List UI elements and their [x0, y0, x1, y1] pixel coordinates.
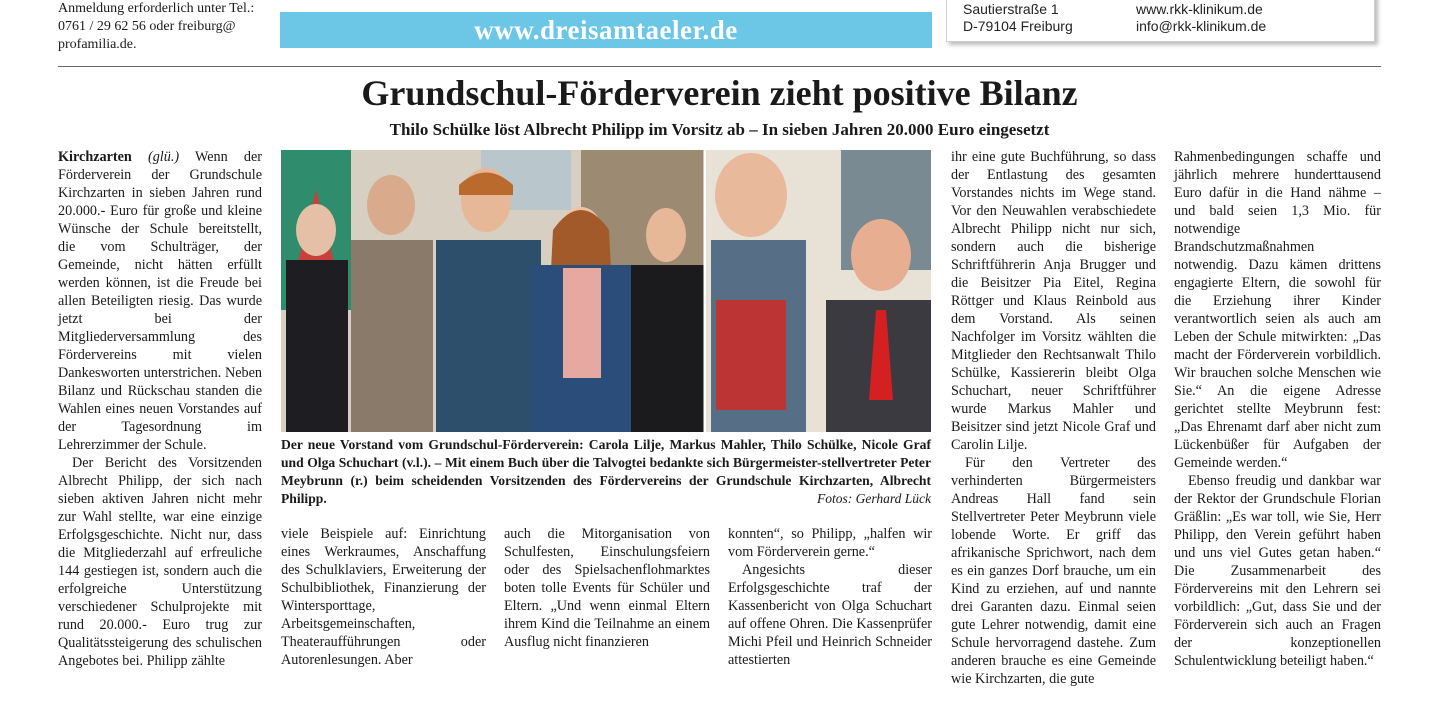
ad-city: D-79104 Freiburg [963, 18, 1073, 34]
article-column-6 [1174, 148, 1381, 670]
body-paragraph: konnten“, so Philipp, „halfen wir vom Förderverein gerne.“ [728, 526, 932, 560]
article-column-1 [58, 148, 262, 670]
website-banner[interactable]: www.dreisamtaeler.de [280, 12, 932, 48]
article-column-3 [504, 525, 710, 651]
top-left-notice: Anmeldung erforderlich unter Tel.: 0761 / 29 62 56 oder freiburg@ profamilia.de. [58, 1, 255, 52]
article-photo [281, 150, 931, 432]
ad-address [963, 1, 1073, 35]
article-subheadline: Thilo Schülke löst Albrecht Philipp im Vorsitz ab – In sieben Jahren 20.000 Euro eingesetzt [389, 120, 1050, 139]
lead-paragraph [58, 148, 262, 454]
dateline-author: (glü.) [147, 149, 180, 165]
top-rule [58, 66, 1381, 67]
body-paragraph: ihr eine gute Buchführung, so dass der Entlastung des gesamten Vorstandes nichts im Wege stand. Vor den Neuwahlen verabschiedete Albrecht Philipp nicht nur sich, sondern auch die bisherige Schriftführerin Anja Brugger und die Beisitzer Pia Eitel, Regina Röttger und Klaus Reinbold aus dem Vorstand. Als seinen Nachfolger im Vorsitz wählten die Mitglieder den Rechtsanwalt Thilo Schülke, Kassiererin bleibt Olga Schuchart, neuer Schriftführer wurde Markus Mahler und Beisitzer sind jetzt Nicole Graf und Carolin Lilje. [951, 149, 1156, 453]
lead-text: Wenn der Förderverein der Grundschule Kirchzarten in sieben Jahren rund 20.000.- Euro für große und kleine Wünsche der Schule bereitstellt, die vom Schulträger, der Gemeinde, nicht hätten erfüllt werden können, ist die Freude bei allen Beteiligten riesig. Das wurde jetzt bei der Mitgliederversammlung des Fördervereins mit vielen Dankesworten unterstrichen. Neben Bilanz und Rückschau standen die Wahlen eines neuen Vorstandes auf der Tagesordnung im Lehrerzimmer der Schule. [58, 149, 262, 453]
article-column-2 [281, 525, 486, 669]
body-paragraph: Ebenso freudig und dankbar war der Rektor der Grundschule Florian Gräßlin: „Es war toll, wie Sie, Herr Philipp, den Verein geführt haben und uns viel Gutes getan haben.“ Die Zusammenarbeit des Fördervereins mit den Lehrern sei vorbildlich: „Gut, dass Sie und der Förderverein sich auch an Fragen der konzeptionellen Schulentwicklung beteiligt haben.“ [1174, 473, 1381, 669]
body-paragraph: auch die Mitorganisation von Schulfesten, Einschulungsfeiern oder des Spielsachenflohmarktes boten tolle Events für Schüler und Eltern. „Und wenn einmal Eltern ihrem Kind die Teilnahme an einem Ausflug nicht finanzieren [504, 526, 710, 650]
clinic-ad-box [946, 0, 1375, 42]
ad-street: Sautierstraße 1 [963, 1, 1059, 17]
dateline-place: Kirchzarten [58, 149, 132, 165]
group-photo-illustration [281, 150, 931, 432]
ad-web-link[interactable]: www.rkk-klinikum.de [1136, 1, 1263, 17]
ad-email-link[interactable]: info@rkk-klinikum.de [1136, 18, 1267, 34]
body-paragraph: viele Beispiele auf: Einrichtung eines Werkraumes, Anschaffung des Schulklaviers, Erweiterung der Schulbibliothek, Finanzierung der Wintersporttage, Arbeitsgemeinschaften, Theateraufführungen oder Autorenlesungen. Aber [281, 526, 486, 668]
body-paragraph: Für den Vertreter des verhinderten Bürgermeisters Andreas Hall fand sein Stellvertreter Peter Meybrunn viele lobende Worte. Er griff das afrikanische Sprichwort, nach dem es ein ganzes Dorf brauche, um ein Kind zu erziehen, auf und nannte drei Garanten dazu. Einmal seien gute Lehrer notwendig, damit eine Schule hervorragend dastehe. Zum anderen brauche es eine Gemeinde wie Kirchzarten, die gute [951, 455, 1156, 687]
article-headline: Grundschul-Förderverein zieht positive Bilanz [361, 73, 1078, 113]
article-column-4 [728, 525, 932, 669]
body-paragraph: Angesichts dieser Erfolgsgeschichte traf der Kassenbericht von Olga Schuchart auf offene Ohren. Die Kassenprüfer Michi Pfeil und Heinrich Schneider attestierten [728, 562, 932, 668]
photo-credit: Fotos: Gerhard Lück [817, 491, 931, 506]
ad-contact [1136, 1, 1266, 35]
body-paragraph: Rahmenbedingungen schaffe und jährlich mehrere hunderttausend Euro dafür in die Hand nähme – und bald seien 1,3 Mio. für notwendige Brandschutzmaßnahmen notwendig. Dazu kämen drittens engagierte Eltern, die sowohl für die Erziehung ihrer Kinder verantwortlich seien als auch am Leben der Schule mitwirkten: „Das macht der Förderverein vorbildlich. Wir brauchen solche Menschen wie Sie.“ An die eigene Adresse gerichtet stellte Meybrunn fest: „Das Ehrenamt darf aber nicht zum Lückenbüßer für Aufgaben der Gemeinde werden.“ [1174, 149, 1381, 471]
body-paragraph: Der Bericht des Vorsitzenden Albrecht Philipp, der sich nach sieben aktiven Jahren nicht mehr zur Wahl stellte, war eine einzige Erfolgsgeschichte. Nicht nur, dass die Mitgliederzahl auf erfreuliche 144 gestiegen ist, sondern auch die erfolgreiche Unterstützung verschiedener Schulprojekte mit rund 20.000.- Euro trug zur Qualitätssteigerung des schulischen Angebotes bei. Philipp zählte [58, 455, 262, 669]
article-column-5 [951, 148, 1156, 688]
photo-caption: Der neue Vorstand vom Grundschul-Förderverein: Carola Lilje, Markus Mahler, Thilo Schülke, Nicole Graf und Olga Schuchart (v.l.). – Mit einem Buch über die Talvogtei bedankte sich Bürgermeister-stellvertreter Peter Meybrunn (r.) beim scheidenden Vorsitzenden des Fördervereins der Grundschule Kirchzarten, Albrecht Philipp. [281, 437, 931, 506]
